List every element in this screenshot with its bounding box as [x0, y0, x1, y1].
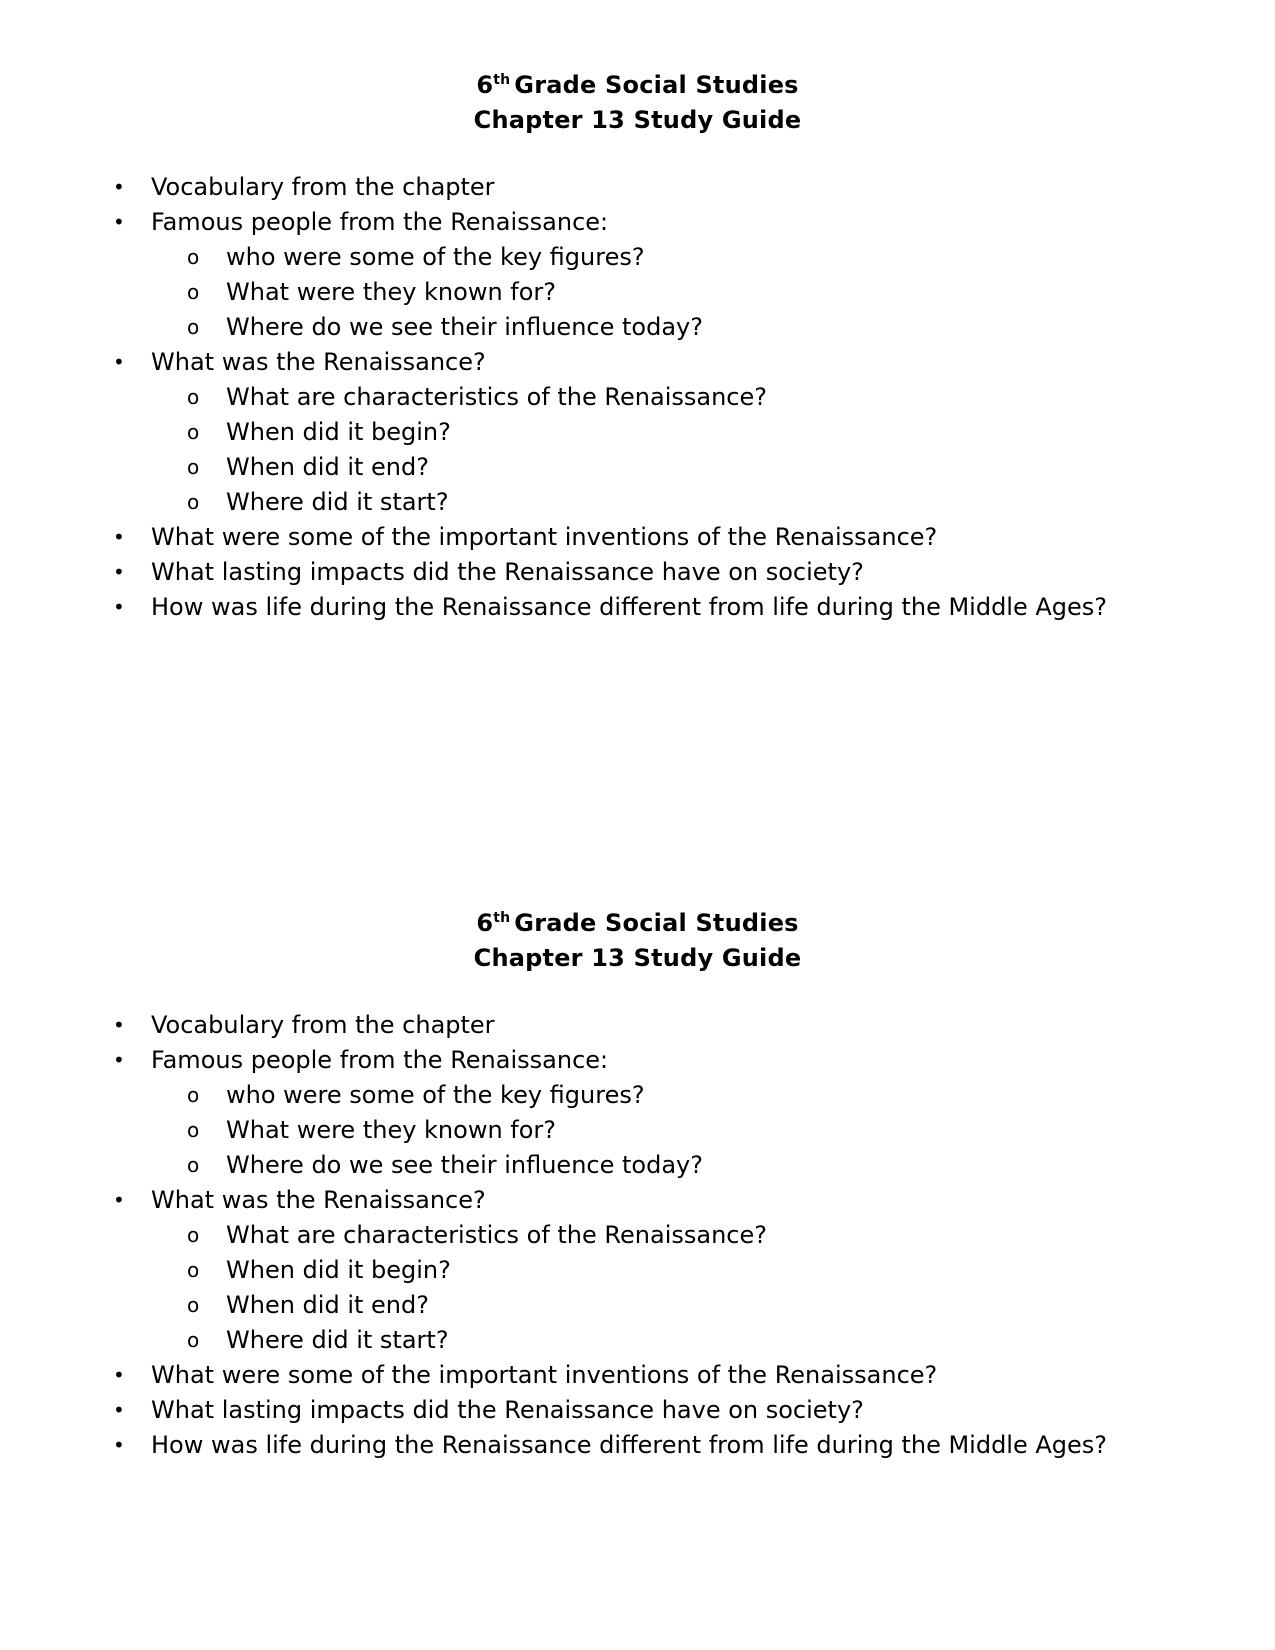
circle-bullet-icon: o [187, 1153, 200, 1177]
circle-bullet-icon: o [187, 420, 200, 444]
list-item-text: What were some of the important inventions of the Renaissance? [151, 1361, 938, 1389]
sub-list-item [0, 485, 1275, 520]
list-item-text: What were some of the important inventions of the Renaissance? [151, 523, 938, 551]
list-item [0, 345, 1275, 380]
circle-bullet-icon: o [187, 1293, 200, 1317]
circle-bullet-icon: o [187, 1083, 200, 1107]
circle-bullet-icon: o [187, 385, 200, 409]
list-item [0, 1358, 1275, 1393]
sub-list-item [0, 240, 1275, 275]
circle-bullet-icon: o [187, 280, 200, 304]
bullet-icon: • [113, 1188, 125, 1212]
sub-list-item [0, 1323, 1275, 1358]
bullet-icon: • [113, 1433, 125, 1457]
bullet-icon: • [113, 210, 125, 234]
sub-list-item-text: Where do we see their influence today? [226, 1151, 703, 1179]
list-item [0, 1008, 1275, 1043]
sub-list-item-text: What are characteristics of the Renaissance? [226, 1221, 767, 1249]
circle-bullet-icon: o [187, 1223, 200, 1247]
sub-list-item-text: Where did it start? [226, 1326, 449, 1354]
guide-header [0, 906, 1275, 976]
list-item [0, 1043, 1275, 1078]
sub-list-item-text: Where do we see their influence today? [226, 313, 703, 341]
title-rest: Grade Social Studies [514, 909, 799, 937]
circle-bullet-icon: o [187, 245, 200, 269]
sub-list-item [0, 415, 1275, 450]
circle-bullet-icon: o [187, 1328, 200, 1352]
circle-bullet-icon: o [187, 1118, 200, 1142]
sub-list-item [0, 275, 1275, 310]
sub-list-item-text: When did it end? [226, 453, 429, 481]
bullet-icon: • [113, 560, 125, 584]
sub-list-item-text: What were they known for? [226, 1116, 557, 1144]
bullet-icon: • [113, 1048, 125, 1072]
sub-list-item [0, 450, 1275, 485]
grade-suffix: th [493, 910, 511, 926]
guide-header [0, 68, 1275, 138]
title-rest: Grade Social Studies [514, 71, 799, 99]
circle-bullet-icon: o [187, 455, 200, 479]
study-guide-2 [0, 906, 1275, 1463]
sub-list-item-text: When did it begin? [226, 418, 451, 446]
list-item-text: What was the Renaissance? [151, 348, 486, 376]
list-item [0, 1183, 1275, 1218]
list-item-text: How was life during the Renaissance different from life during the Middle Ages? [151, 593, 1108, 621]
bullet-icon: • [113, 525, 125, 549]
sub-list-item [0, 1288, 1275, 1323]
sub-list-item-text: Where did it start? [226, 488, 449, 516]
grade-suffix: th [493, 72, 511, 88]
list-item-text: Vocabulary from the chapter [151, 1011, 495, 1039]
sub-list-item [0, 1113, 1275, 1148]
guide-title [0, 906, 1275, 941]
circle-bullet-icon: o [187, 490, 200, 514]
sub-list-item-text: What are characteristics of the Renaissance? [226, 383, 767, 411]
list-item [0, 555, 1275, 590]
sub-list-item [0, 1148, 1275, 1183]
list-item [0, 1428, 1275, 1463]
bullet-icon: • [113, 175, 125, 199]
list-item-text: What lasting impacts did the Renaissance have on society? [151, 558, 864, 586]
sub-list-item-text: What were they known for? [226, 278, 557, 306]
guide-subtitle: Chapter 13 Study Guide [473, 106, 802, 134]
sub-list-item [0, 1078, 1275, 1113]
list-item-text: What was the Renaissance? [151, 1186, 486, 1214]
bullet-icon: • [113, 1363, 125, 1387]
guide-subtitle: Chapter 13 Study Guide [473, 944, 802, 972]
bullet-icon: • [113, 595, 125, 619]
sub-list-item-text: When did it end? [226, 1291, 429, 1319]
list-item-text: Famous people from the Renaissance: [151, 1046, 609, 1074]
sub-list-item-text: When did it begin? [226, 1256, 451, 1284]
sub-list-item-text: who were some of the key figures? [226, 1081, 645, 1109]
grade-number: 6 [476, 909, 494, 937]
sub-list-item [0, 380, 1275, 415]
bullet-icon: • [113, 1013, 125, 1037]
sub-list-item [0, 1218, 1275, 1253]
circle-bullet-icon: o [187, 315, 200, 339]
sub-list-item [0, 310, 1275, 345]
topic-list [0, 1008, 1275, 1463]
list-item [0, 1393, 1275, 1428]
list-item-text: Vocabulary from the chapter [151, 173, 495, 201]
list-item-text: How was life during the Renaissance different from life during the Middle Ages? [151, 1431, 1108, 1459]
grade-number: 6 [476, 71, 494, 99]
study-guide-1 [0, 68, 1275, 625]
bullet-icon: • [113, 1398, 125, 1422]
topic-list [0, 170, 1275, 625]
circle-bullet-icon: o [187, 1258, 200, 1282]
sub-list-item [0, 1253, 1275, 1288]
guide-title [0, 68, 1275, 103]
list-item [0, 520, 1275, 555]
list-item [0, 590, 1275, 625]
list-item-text: What lasting impacts did the Renaissance have on society? [151, 1396, 864, 1424]
list-item [0, 170, 1275, 205]
list-item-text: Famous people from the Renaissance: [151, 208, 609, 236]
sub-list-item-text: who were some of the key figures? [226, 243, 645, 271]
bullet-icon: • [113, 350, 125, 374]
list-item [0, 205, 1275, 240]
